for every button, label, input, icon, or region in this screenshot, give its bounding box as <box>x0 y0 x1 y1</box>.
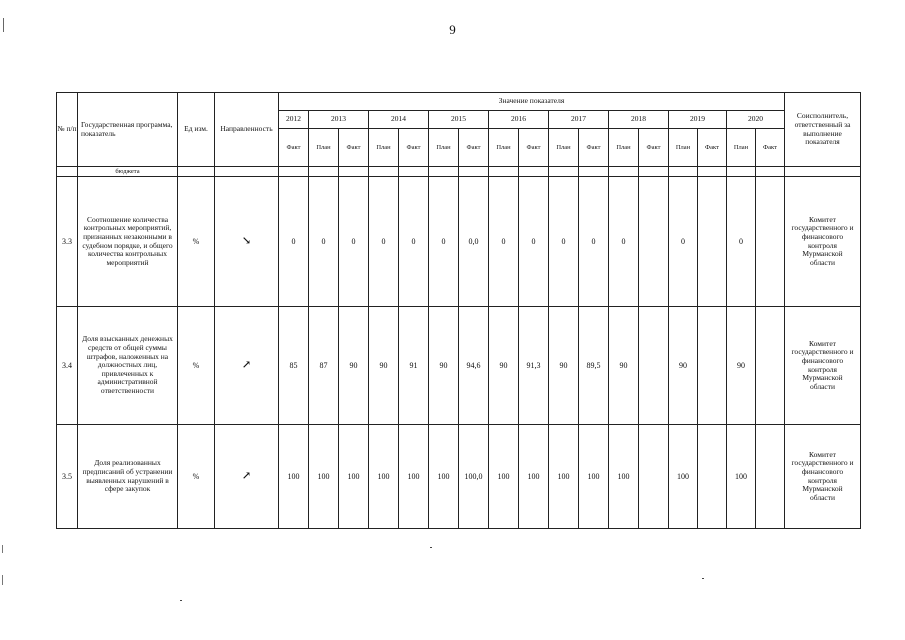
value-cell <box>639 177 669 307</box>
subheader-fact: Факт <box>399 129 429 167</box>
indicator-name: Доля взысканных денежных средств от общей суммы штрафов, наложенных на должностных лиц, привлеченных к административной ответственности <box>78 307 178 425</box>
value-cell: 100 <box>727 425 756 529</box>
scan-mark <box>3 18 4 32</box>
value-cell: 0,0 <box>459 177 489 307</box>
subheader-fact: Факт <box>639 129 669 167</box>
value-cell <box>639 425 669 529</box>
subheader-fact: Факт <box>756 129 785 167</box>
value-cell: 90 <box>429 307 459 425</box>
value-cell: 94,6 <box>459 307 489 425</box>
year-2019: 2019 <box>669 111 727 129</box>
subheader-plan: План <box>429 129 459 167</box>
value-cell: 91,3 <box>519 307 549 425</box>
value-cell: 0 <box>609 177 639 307</box>
scan-mark <box>180 600 182 601</box>
value-cell: 90 <box>669 307 698 425</box>
row-number: 3.5 <box>57 425 78 529</box>
year-2020: 2020 <box>727 111 785 129</box>
executor-cell: Комитет государственного и финансового контроля Мурманской области <box>785 307 861 425</box>
value-cell: 100 <box>279 425 309 529</box>
scan-mark <box>430 547 432 548</box>
row-number: 3.3 <box>57 177 78 307</box>
subheader-fact: Факт <box>519 129 549 167</box>
subheader-plan: План <box>609 129 639 167</box>
year-2016: 2016 <box>489 111 549 129</box>
value-cell: 0 <box>727 177 756 307</box>
scan-mark <box>702 578 704 579</box>
year-2013: 2013 <box>309 111 369 129</box>
unit-cell: % <box>178 307 215 425</box>
value-cell: 90 <box>489 307 519 425</box>
unit-cell: % <box>178 177 215 307</box>
value-cell: 100 <box>339 425 369 529</box>
value-cell: 87 <box>309 307 339 425</box>
value-cell: 100 <box>519 425 549 529</box>
value-cell: 100 <box>399 425 429 529</box>
value-cell: 100 <box>369 425 399 529</box>
value-cell: 0 <box>339 177 369 307</box>
year-2014: 2014 <box>369 111 429 129</box>
subheader-plan: План <box>489 129 519 167</box>
header-executor: Соисполнитель, ответственный за выполнение показателя <box>785 93 861 167</box>
year-2012: 2012 <box>279 111 309 129</box>
continuation-row <box>57 167 861 177</box>
value-cell: 100 <box>669 425 698 529</box>
subheader-plan: План <box>727 129 756 167</box>
direction-down-arrow-icon: ↘ <box>215 177 279 307</box>
table-row <box>57 425 861 529</box>
subheader-fact: Факт <box>579 129 609 167</box>
value-cell: 0 <box>519 177 549 307</box>
header-values: Значение показателя <box>279 93 785 111</box>
header-unit: Ед изм. <box>178 93 215 167</box>
subheader-plan: План <box>369 129 399 167</box>
value-cell: 0 <box>369 177 399 307</box>
year-2015: 2015 <box>429 111 489 129</box>
value-cell: 90 <box>369 307 399 425</box>
scan-mark <box>2 575 3 585</box>
value-cell: 0 <box>489 177 519 307</box>
subheader-fact: Факт <box>698 129 727 167</box>
subheader-fact: Факт <box>339 129 369 167</box>
value-cell <box>756 177 785 307</box>
value-cell <box>698 177 727 307</box>
value-cell: 100 <box>549 425 579 529</box>
direction-up-arrow-icon: ↗ <box>215 425 279 529</box>
value-cell: 0 <box>309 177 339 307</box>
value-cell: 100 <box>579 425 609 529</box>
value-cell: 100 <box>309 425 339 529</box>
value-cell: 90 <box>339 307 369 425</box>
value-cell: 91 <box>399 307 429 425</box>
value-cell: 0 <box>549 177 579 307</box>
indicator-table-wrapper <box>56 92 861 529</box>
subheader-fact: Факт <box>279 129 309 167</box>
unit-cell: % <box>178 425 215 529</box>
executor-cell: Комитет государственного и финансового контроля Мурманской области <box>785 425 861 529</box>
page-number: 9 <box>449 22 456 37</box>
header-direction: Направленность <box>215 93 279 167</box>
indicator-name: Доля реализованных предписаний об устранении выявленных нарушений в сфере закупок <box>78 425 178 529</box>
value-cell: 90 <box>609 307 639 425</box>
executor-cell: Комитет государственного и финансового контроля Мурманской области <box>785 177 861 307</box>
scan-mark <box>2 545 3 553</box>
year-2018: 2018 <box>609 111 669 129</box>
value-cell: 85 <box>279 307 309 425</box>
value-cell: 0 <box>279 177 309 307</box>
direction-up-arrow-icon: ↗ <box>215 307 279 425</box>
header-num: № п/п <box>57 93 78 167</box>
indicator-table <box>56 92 861 529</box>
value-cell: 90 <box>727 307 756 425</box>
value-cell: 100 <box>429 425 459 529</box>
subheader-plan: План <box>549 129 579 167</box>
value-cell <box>698 307 727 425</box>
value-cell: 100 <box>489 425 519 529</box>
value-cell <box>756 425 785 529</box>
value-cell: 0 <box>399 177 429 307</box>
table-row <box>57 307 861 425</box>
table-row <box>57 177 861 307</box>
row-number: 3.4 <box>57 307 78 425</box>
value-cell: 100 <box>609 425 639 529</box>
header-program: Государственная программа, показатель <box>78 93 178 167</box>
indicator-name: Соотношение количества контрольных мероприятий, признанных незаконными в судебном порядке, и общего количества контрольных мероприятий <box>78 177 178 307</box>
value-cell <box>639 307 669 425</box>
value-cell: 89,5 <box>579 307 609 425</box>
value-cell: 0 <box>579 177 609 307</box>
value-cell <box>698 425 727 529</box>
value-cell: 90 <box>549 307 579 425</box>
value-cell: 100,0 <box>459 425 489 529</box>
year-2017: 2017 <box>549 111 609 129</box>
value-cell: 0 <box>669 177 698 307</box>
subheader-fact: Факт <box>459 129 489 167</box>
continuation-label: бюджета <box>78 167 178 177</box>
subheader-plan: План <box>309 129 339 167</box>
subheader-plan: План <box>669 129 698 167</box>
value-cell: 0 <box>429 177 459 307</box>
value-cell <box>756 307 785 425</box>
